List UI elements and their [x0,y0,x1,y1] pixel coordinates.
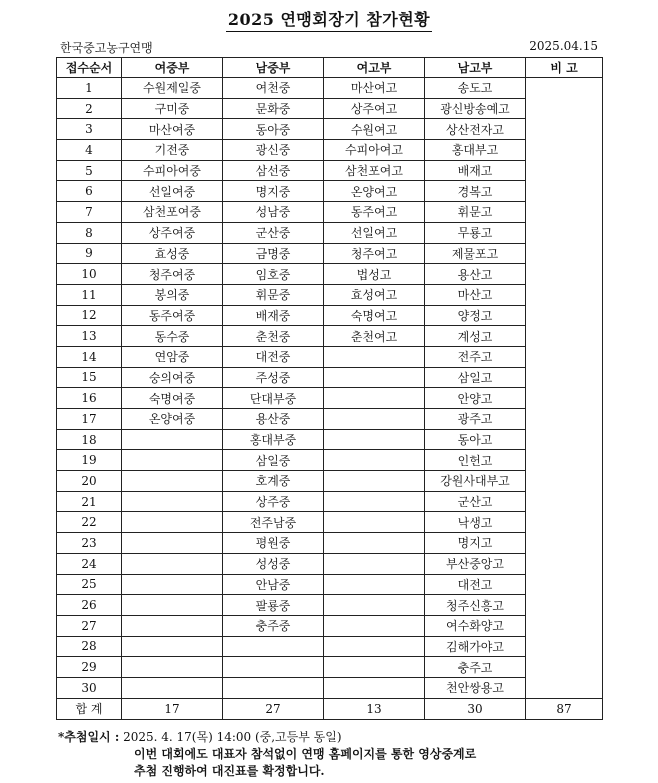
cell-girls-middle: 효성중 [122,243,223,264]
draw-note-line-1: 이번 대회에도 대표자 참석없이 연맹 홈페이지를 통한 영상중계로 [134,747,477,761]
table-row [57,574,603,595]
cell-boys-middle: 명지중 [223,181,324,202]
cell-girls-high [324,574,425,595]
draw-label: *추첨일시 : [58,730,120,744]
cell-boys-middle: 여천중 [223,78,324,99]
document-date: 2025.04.15 [529,39,598,53]
cell-boys-middle: 용산중 [223,409,324,430]
cell-order: 17 [57,409,122,430]
table-body [57,78,603,699]
draw-notes [58,729,476,780]
cell-boys-middle: 광신중 [223,140,324,161]
cell-boys-high: 상산전자고 [425,119,526,140]
cell-boys-high: 김해가야고 [425,636,526,657]
total-boys-middle: 27 [223,698,324,719]
cell-girls-middle [122,471,223,492]
cell-girls-middle: 구미중 [122,98,223,119]
totals-label: 합 계 [57,698,122,719]
cell-girls-middle: 숭의여중 [122,367,223,388]
cell-boys-middle: 휘문중 [223,284,324,305]
cell-order: 12 [57,305,122,326]
cell-girls-high: 법성고 [324,264,425,285]
cell-boys-middle [223,636,324,657]
cell-order: 23 [57,533,122,554]
cell-boys-high: 송도고 [425,78,526,99]
cell-boys-high: 동아고 [425,429,526,450]
cell-girls-middle [122,574,223,595]
cell-girls-high [324,615,425,636]
cell-boys-high: 충주고 [425,657,526,678]
cell-girls-middle: 봉의중 [122,284,223,305]
cell-girls-middle [122,595,223,616]
cell-girls-middle: 연암중 [122,346,223,367]
cell-girls-high: 수원여고 [324,119,425,140]
table-row [57,471,603,492]
cell-boys-middle: 충주중 [223,615,324,636]
cell-girls-high: 동주여고 [324,202,425,223]
cell-boys-high: 무룡고 [425,222,526,243]
total-girls-high: 13 [324,698,425,719]
cell-girls-middle: 청주여중 [122,264,223,285]
cell-girls-middle [122,512,223,533]
cell-boys-middle: 임호중 [223,264,324,285]
table-row [57,409,603,430]
table-row [57,284,603,305]
cell-boys-high: 부산중앙고 [425,553,526,574]
cell-girls-high [324,471,425,492]
cell-boys-middle: 삼선중 [223,160,324,181]
cell-boys-high: 휘문고 [425,202,526,223]
cell-order: 19 [57,450,122,471]
document-title [0,7,658,32]
cell-boys-high: 여수화양고 [425,615,526,636]
table-row [57,367,603,388]
cell-girls-high [324,533,425,554]
cell-girls-middle [122,533,223,554]
table-row [57,553,603,574]
cell-boys-high: 인헌고 [425,450,526,471]
cell-boys-high: 광주고 [425,409,526,430]
cell-order: 25 [57,574,122,595]
cell-girls-middle [122,429,223,450]
cell-boys-middle [223,677,324,698]
cell-girls-high: 상주여고 [324,98,425,119]
cell-order: 27 [57,615,122,636]
cell-order: 10 [57,264,122,285]
cell-order: 22 [57,512,122,533]
table-row [57,657,603,678]
cell-order: 28 [57,636,122,657]
cell-boys-middle: 배재중 [223,305,324,326]
cell-girls-middle: 선일여중 [122,181,223,202]
table-row [57,595,603,616]
cell-boys-middle: 상주중 [223,491,324,512]
table-row [57,243,603,264]
cell-order: 8 [57,222,122,243]
cell-girls-middle: 동주여중 [122,305,223,326]
cell-girls-high [324,450,425,471]
cell-boys-middle: 춘천중 [223,326,324,347]
cell-boys-high: 광신방송예고 [425,98,526,119]
cell-girls-high [324,491,425,512]
cell-boys-middle: 팔룡중 [223,595,324,616]
cell-girls-high [324,346,425,367]
cell-girls-high [324,512,425,533]
cell-order: 5 [57,160,122,181]
cell-boys-high: 강원사대부고 [425,471,526,492]
cell-girls-middle [122,450,223,471]
header-boys-middle: 남중부 [223,58,324,78]
cell-boys-high: 대전고 [425,574,526,595]
cell-order: 24 [57,553,122,574]
cell-girls-middle: 상주여중 [122,222,223,243]
cell-boys-middle: 성성중 [223,553,324,574]
cell-order: 9 [57,243,122,264]
cell-order: 21 [57,491,122,512]
table-row [57,450,603,471]
cell-boys-high: 마산고 [425,284,526,305]
cell-order: 3 [57,119,122,140]
table-row [57,512,603,533]
cell-order: 18 [57,429,122,450]
table-row [57,119,603,140]
cell-girls-middle: 온양여중 [122,409,223,430]
draw-datetime: 2025. 4. 17(목) 14:00 (중,고등부 동일) [123,730,342,744]
cell-boys-middle: 안남중 [223,574,324,595]
cell-girls-high: 효성여고 [324,284,425,305]
cell-girls-middle [122,553,223,574]
cell-boys-high: 전주고 [425,346,526,367]
table-row [57,264,603,285]
cell-boys-high: 청주신흥고 [425,595,526,616]
cell-boys-middle: 주성중 [223,367,324,388]
cell-girls-high: 선일여고 [324,222,425,243]
cell-girls-high [324,677,425,698]
cell-boys-middle: 홍대부중 [223,429,324,450]
table-row [57,160,603,181]
cell-girls-high [324,553,425,574]
document-title-text: 2025 연맹회장기 참가현황 [226,7,432,32]
cell-girls-high [324,367,425,388]
cell-boys-middle: 호계중 [223,471,324,492]
cell-girls-high [324,636,425,657]
header-boys-high: 남고부 [425,58,526,78]
cell-boys-high: 천안쌍용고 [425,677,526,698]
cell-girls-high [324,657,425,678]
header-remarks: 비 고 [526,58,603,78]
totals-row [57,698,603,719]
cell-order: 1 [57,78,122,99]
cell-boys-middle: 동아중 [223,119,324,140]
cell-order: 30 [57,677,122,698]
cell-girls-high: 삼천포여고 [324,160,425,181]
header-girls-high: 여고부 [324,58,425,78]
draw-note-line-2: 추첨 진행하여 대진표를 확정합니다. [134,764,325,778]
cell-order: 4 [57,140,122,161]
cell-boys-high: 낙생고 [425,512,526,533]
cell-girls-high [324,409,425,430]
cell-girls-high: 청주여고 [324,243,425,264]
table-header-row [57,58,603,78]
table-row [57,388,603,409]
organization-name: 한국중고농구연맹 [60,41,153,55]
cell-girls-middle [122,615,223,636]
table-row [57,202,603,223]
cell-boys-middle: 문화중 [223,98,324,119]
cell-boys-middle: 전주남중 [223,512,324,533]
cell-girls-middle: 수원제일중 [122,78,223,99]
total-sum: 87 [526,698,603,719]
draw-datetime-line [58,729,476,746]
table-row [57,140,603,161]
cell-boys-high: 배재고 [425,160,526,181]
cell-order: 7 [57,202,122,223]
table-row [57,615,603,636]
cell-boys-high: 명지고 [425,533,526,554]
table-row [57,78,603,99]
cell-order: 20 [57,471,122,492]
cell-girls-high: 수피아여고 [324,140,425,161]
cell-boys-middle: 군산중 [223,222,324,243]
table-row [57,636,603,657]
cell-boys-middle: 평원중 [223,533,324,554]
table-row [57,305,603,326]
participation-table [56,57,603,720]
cell-girls-high [324,429,425,450]
table-row [57,181,603,202]
cell-girls-middle [122,491,223,512]
table-row [57,346,603,367]
cell-boys-middle: 단대부중 [223,388,324,409]
table-row [57,533,603,554]
cell-boys-high: 군산고 [425,491,526,512]
cell-girls-middle [122,657,223,678]
cell-girls-middle: 동수중 [122,326,223,347]
header-girls-middle: 여중부 [122,58,223,78]
cell-boys-high: 경복고 [425,181,526,202]
table-row [57,222,603,243]
cell-boys-high: 제물포고 [425,243,526,264]
cell-boys-high: 양정고 [425,305,526,326]
cell-girls-high [324,388,425,409]
total-girls-middle: 17 [122,698,223,719]
cell-girls-high: 춘천여고 [324,326,425,347]
cell-order: 2 [57,98,122,119]
cell-order: 13 [57,326,122,347]
cell-order: 29 [57,657,122,678]
cell-boys-middle: 성남중 [223,202,324,223]
cell-girls-middle: 마산여중 [122,119,223,140]
cell-girls-high: 숙명여고 [324,305,425,326]
cell-boys-high: 용산고 [425,264,526,285]
table-row [57,326,603,347]
cell-girls-middle: 수피아여중 [122,160,223,181]
cell-boys-high: 삼일고 [425,367,526,388]
cell-order: 16 [57,388,122,409]
cell-boys-middle: 대전중 [223,346,324,367]
cell-order: 15 [57,367,122,388]
cell-girls-middle: 기전중 [122,140,223,161]
table-row [57,429,603,450]
cell-girls-middle: 숙명여중 [122,388,223,409]
table-row [57,98,603,119]
cell-girls-middle [122,677,223,698]
cell-girls-high: 온양여고 [324,181,425,202]
cell-girls-middle [122,636,223,657]
table-row [57,677,603,698]
cell-girls-high: 마산여고 [324,78,425,99]
cell-girls-middle: 삼천포여중 [122,202,223,223]
cell-boys-high: 계성고 [425,326,526,347]
cell-boys-high: 안양고 [425,388,526,409]
cell-boys-high: 홍대부고 [425,140,526,161]
cell-order: 14 [57,346,122,367]
cell-boys-middle: 금명중 [223,243,324,264]
remarks-cell [526,78,603,699]
cell-order: 6 [57,181,122,202]
cell-order: 11 [57,284,122,305]
cell-order: 26 [57,595,122,616]
table-row [57,491,603,512]
cell-girls-high [324,595,425,616]
total-boys-high: 30 [425,698,526,719]
cell-boys-middle [223,657,324,678]
header-order: 접수순서 [57,58,122,78]
cell-boys-middle: 삼일중 [223,450,324,471]
